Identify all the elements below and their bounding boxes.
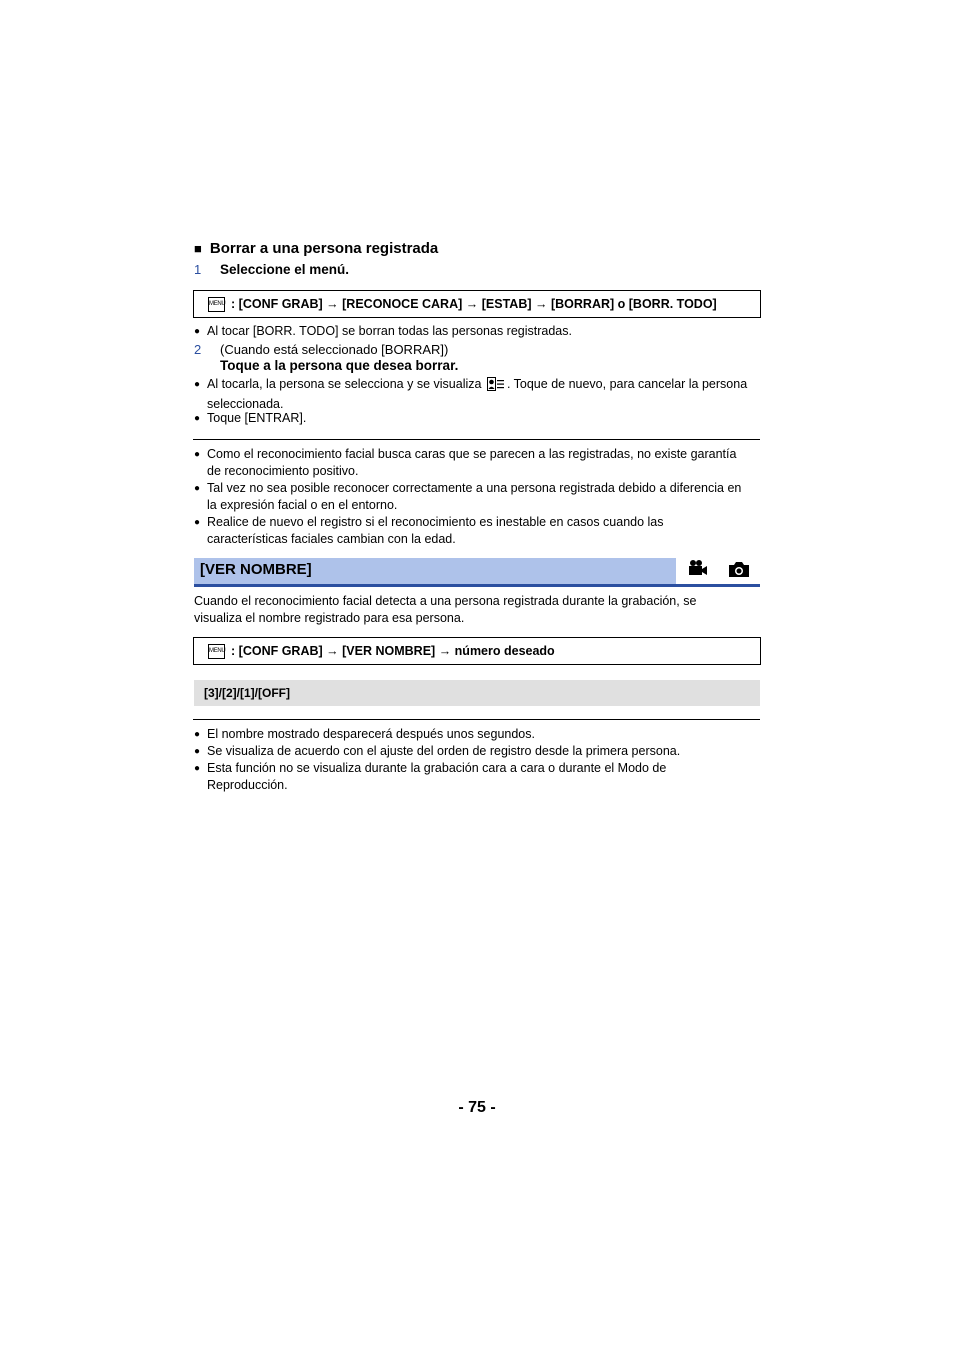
bullet-text: Toque [ENTRAR]. [207,411,307,425]
bullet-icon: ● [194,449,201,460]
note-text [207,480,741,514]
intro-line: visualiza el nombre registrado para esa persona. [194,611,465,625]
note-line: la expresión facial o en el entorno. [207,498,398,512]
bullet-icon: ● [194,379,201,390]
note-text [207,514,664,548]
step-2-text: Toque a la persona que desea borrar. [220,358,459,373]
note-text [207,446,736,480]
menu-item-ver-nombre: [VER NOMBRE] [342,644,436,658]
note-line: Esta función no se visualiza durante la grabación cara a cara o durante el Modo de [207,761,667,775]
note-text: Se visualiza de acuerdo con el ajuste del orden de registro desde la primera persona. [207,744,681,758]
note-line: Realice de nuevo el registro si el reconocimiento es inestable en casos cuando las [207,515,664,529]
note-text [207,760,666,794]
menu-item-conf-grab: [CONF GRAB] [238,297,323,311]
note-item [194,726,764,743]
menu-icon: MENU [208,297,225,312]
note-item [194,760,764,794]
menu-icon: MENU [208,644,225,659]
note-borr-todo [194,323,764,340]
step-number: 2 [194,342,202,357]
section-title-bar [194,558,676,584]
menu-path-box [193,290,761,318]
step-1 [194,262,349,277]
note-item [194,743,764,760]
bullet-icon: ● [194,413,201,424]
note-item [194,446,764,480]
note-item [194,480,764,514]
person-list-icon [487,377,505,396]
divider [193,719,760,720]
arrow-icon: → [465,297,479,311]
bullet-text-part: seleccionada. [207,397,284,411]
note-text: Al tocar [BORR. TODO] se borran todas las personas registradas. [207,324,572,338]
options-text: [3]/[2]/[1]/[OFF] [204,686,290,700]
section-heading [194,240,438,257]
intro-line: Cuando el reconocimiento facial detecta a una persona registrada durante la grabación, se [194,594,697,608]
step-number: 1 [194,262,202,277]
note-item [194,514,764,548]
note-line: Como el reconocimiento facial busca caras que se parecen a las registradas, no existe garantía [207,447,737,461]
arrow-icon: → [535,297,548,311]
bullet-text [207,376,747,413]
bullet-icon: ● [194,763,201,774]
bullet-select-person [194,376,764,413]
menu-item-reconoce-cara: [RECONOCE CARA] [342,297,463,311]
step-2 [194,341,448,358]
section-intro [194,593,764,627]
menu-item-numero: número deseado [454,644,555,658]
note-line: características faciales cambian con la edad. [207,532,456,546]
section-underline [194,584,760,587]
bullet-text-part: Al tocarla, la persona se selecciona y se visualiza [207,377,482,391]
menu-path-box [193,637,761,665]
step-text: Seleccione el menú. [220,262,350,277]
notes-list [194,446,764,548]
menu-separator: : [231,297,236,311]
note-line: Reproducción. [207,778,288,792]
bullet-icon: ● [194,517,201,528]
bullet-icon: ● [194,326,201,337]
menu-item-borrar: [BORRAR] o [BORR. TODO] [550,297,717,311]
menu-separator: : [231,644,236,658]
note-line: de reconocimiento positivo. [207,464,359,478]
bullet-icon: ● [194,729,201,740]
bullet-toque-entrar [194,410,764,427]
bullet-text-part: . Toque de nuevo, para cancelar la persona [506,377,748,391]
page-number: - 75 - [458,1099,496,1116]
square-bullet-icon: ■ [194,241,202,256]
menu-item-estab: [ESTAB] [481,297,532,311]
note-text: El nombre mostrado desparecerá después unos segundos. [207,727,535,741]
arrow-icon: → [326,297,339,311]
options-bar [194,680,760,706]
photo-camera-icon [728,560,750,583]
bullet-icon: ● [194,483,201,494]
step-prefix: (Cuando está seleccionado [BORRAR]) [220,342,449,357]
video-camera-icon [688,559,708,582]
section-heading-text: Borrar a una persona registrada [209,240,439,257]
bullet-icon: ● [194,746,201,757]
note-line: Tal vez no sea posible reconocer correctamente a una persona registrada debido a diferencia en [207,481,742,495]
menu-item-conf-grab: [CONF GRAB] [238,644,323,658]
divider [193,439,760,440]
arrow-icon: → [326,644,339,658]
arrow-icon: → [438,644,452,658]
section-title: [VER NOMBRE] [200,561,312,578]
notes-list [194,726,764,794]
